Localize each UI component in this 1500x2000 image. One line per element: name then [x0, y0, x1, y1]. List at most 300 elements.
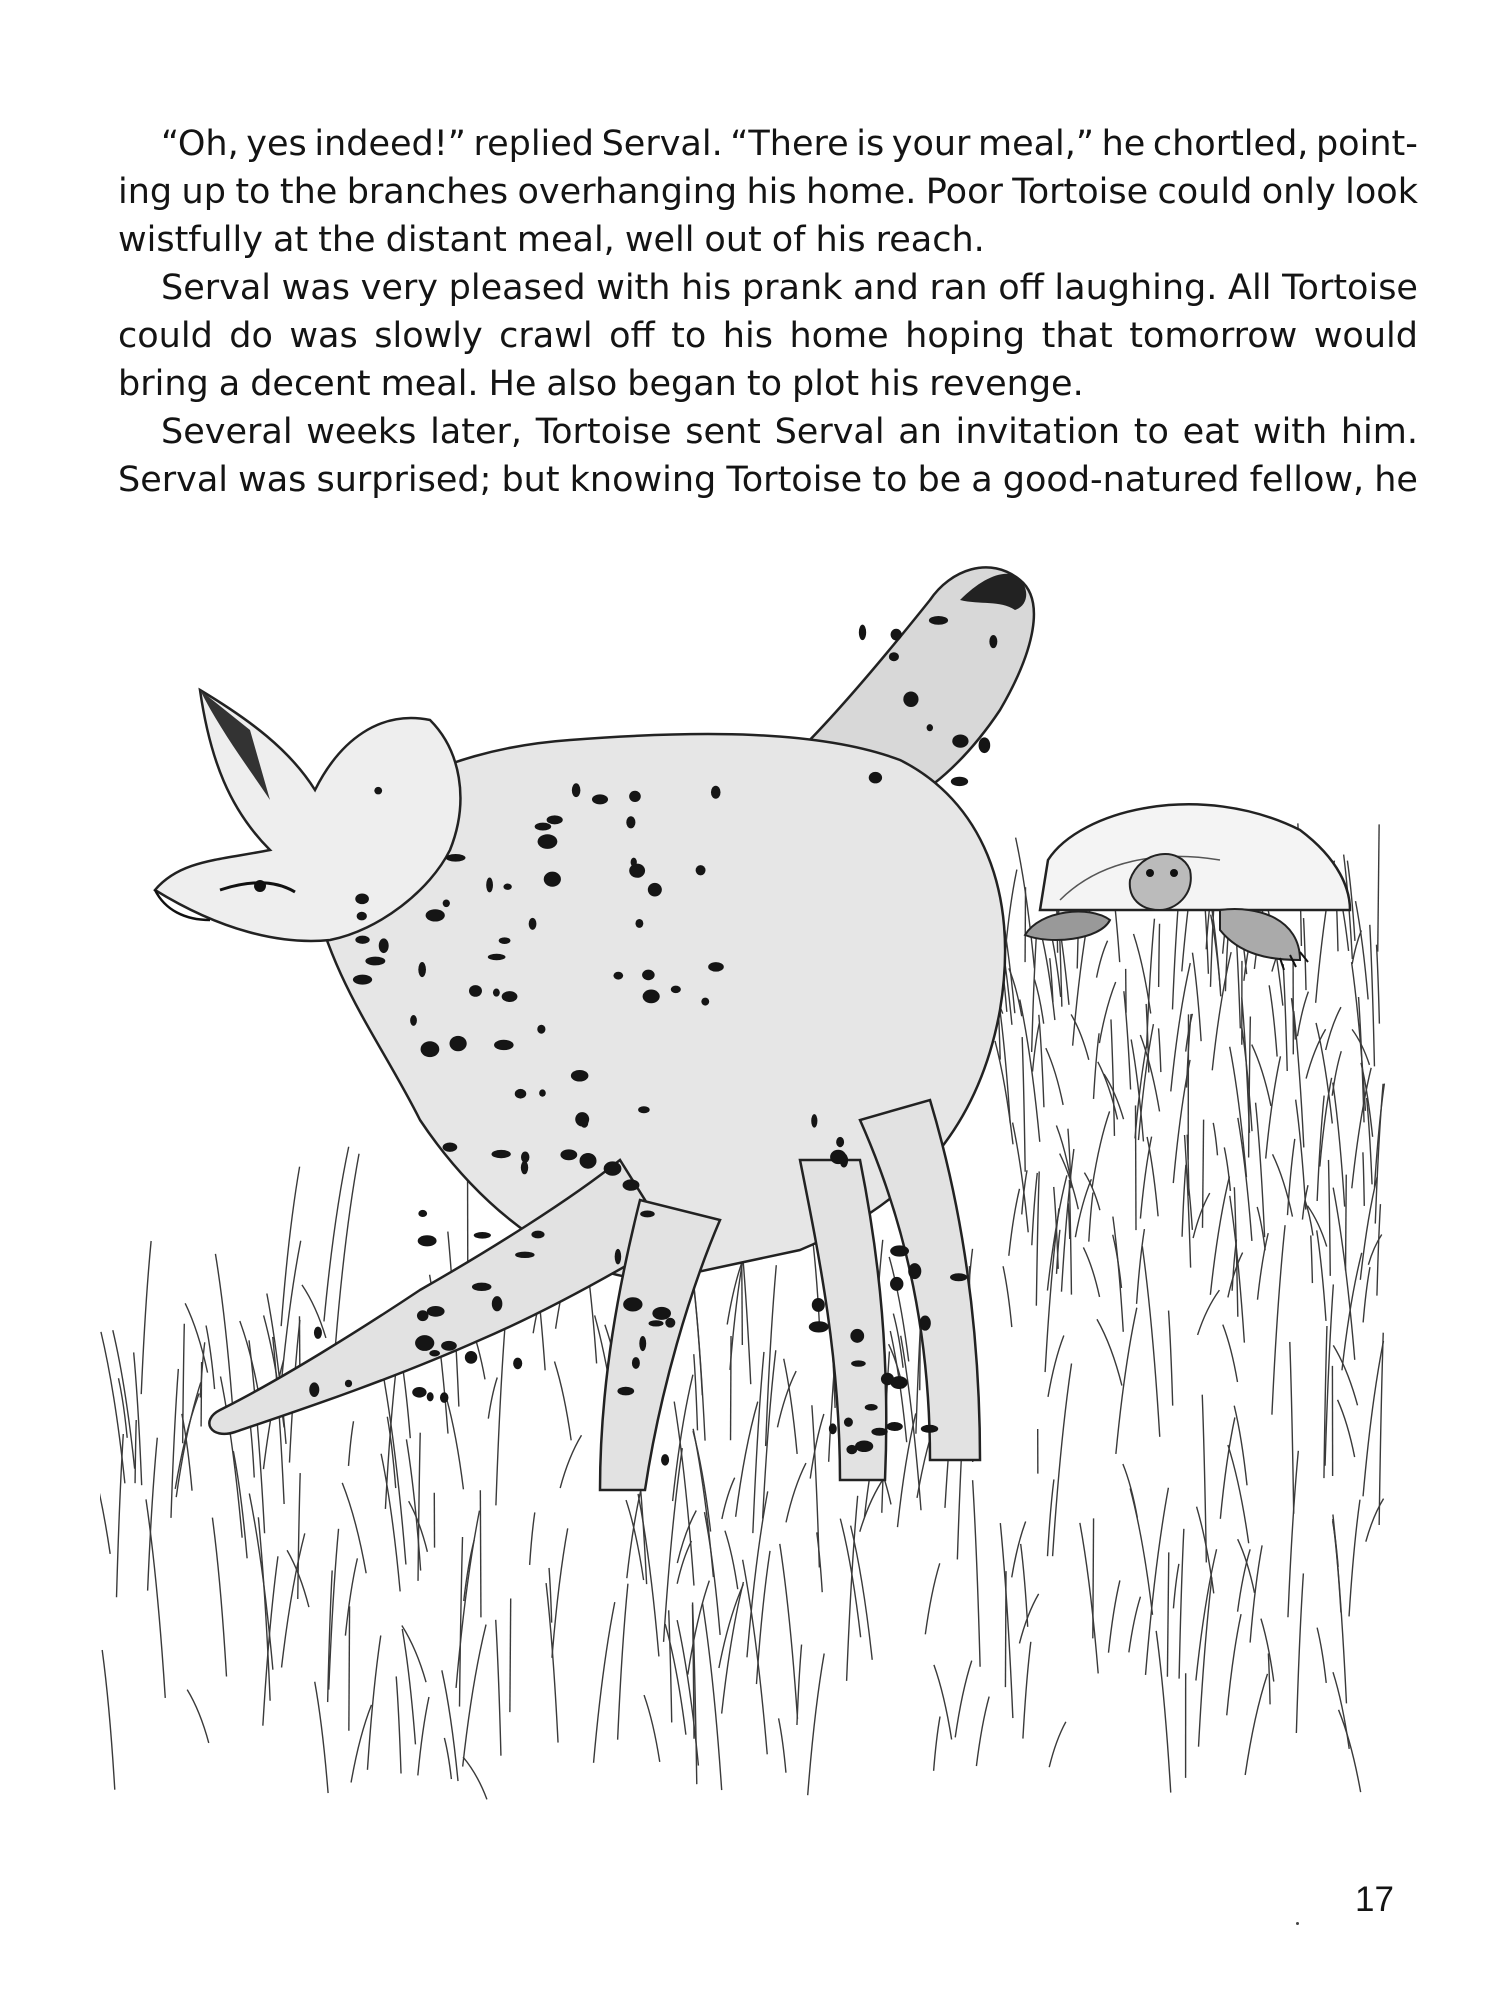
serval-spot	[812, 1298, 825, 1312]
grass-blade	[1049, 1722, 1066, 1767]
grass-blade	[530, 1512, 535, 1565]
grass-blade	[1179, 1529, 1184, 1679]
serval-spot	[547, 815, 563, 824]
grass-blade	[1242, 997, 1250, 1133]
grass-blade	[1238, 1549, 1251, 1611]
serval-spot	[538, 834, 558, 849]
grass-blade	[1097, 1319, 1122, 1385]
serval-spot	[443, 1142, 458, 1151]
serval-spot	[486, 878, 493, 893]
grass-blade	[1352, 1068, 1371, 1189]
print-speck	[1296, 1922, 1299, 1925]
grass-blade	[1258, 1233, 1269, 1300]
serval-spot	[427, 1392, 434, 1401]
serval-spot	[544, 872, 561, 887]
grass-blade	[742, 1260, 743, 1345]
grass-blade	[336, 1154, 359, 1344]
grass-blade	[1223, 1325, 1238, 1382]
grass-blade	[1124, 991, 1131, 1089]
serval-spot	[623, 1297, 642, 1311]
serval-spot	[529, 918, 537, 930]
grass-blade	[1203, 1120, 1204, 1228]
serval-spot	[696, 865, 706, 875]
grass-blade	[860, 1477, 885, 1531]
grass-blade	[1159, 924, 1160, 987]
grass-blade	[187, 1690, 209, 1743]
grass-blade	[1333, 1083, 1345, 1207]
grass-blade	[840, 1519, 860, 1638]
grass-blade	[1250, 1545, 1262, 1642]
serval-spot	[701, 998, 709, 1006]
grass-blade	[1199, 1578, 1212, 1747]
grass-blade	[113, 1330, 135, 1468]
grass-blade	[1092, 1111, 1109, 1187]
serval-spot	[353, 975, 372, 985]
grass-blade	[1228, 1445, 1249, 1543]
grass-blade	[1196, 1549, 1217, 1680]
story-text	[118, 120, 1418, 504]
grass-blade	[1317, 1096, 1324, 1201]
grass-blade	[725, 1531, 738, 1589]
serval-spot	[951, 777, 968, 786]
grass-blade	[1099, 982, 1115, 1043]
serval-spot	[921, 1425, 938, 1433]
grass-blade	[976, 1697, 989, 1767]
serval-spot	[418, 962, 426, 977]
grass-blade	[677, 1541, 691, 1584]
serval-spot	[580, 1153, 597, 1169]
grass-blade	[367, 1635, 380, 1769]
grass-blade	[1032, 1173, 1037, 1245]
grass-blade	[351, 1705, 371, 1783]
grass-blade	[1009, 1189, 1020, 1256]
grass-blade	[1326, 1007, 1341, 1050]
serval-spot	[355, 893, 369, 904]
grass-blade	[644, 1695, 660, 1762]
serval-spot	[572, 783, 581, 797]
grass-blade	[1287, 1139, 1294, 1215]
text-line-2: ing up to the branches overhanging his home. Poor Tortoise could only look	[118, 172, 1418, 212]
serval-spot	[635, 919, 643, 928]
grass-blade	[1368, 1235, 1381, 1265]
grass-blade	[315, 1682, 328, 1793]
serval-spot	[844, 1418, 853, 1427]
grass-blade	[1296, 1573, 1303, 1733]
serval-spot	[537, 1025, 545, 1034]
serval-spot	[811, 1114, 817, 1127]
grass-blade	[1352, 930, 1361, 964]
serval-spot	[571, 1070, 589, 1082]
grass-blade	[925, 1563, 939, 1634]
grass-blade	[1131, 1040, 1143, 1142]
serval-spot	[890, 1245, 909, 1256]
grass-blade	[1193, 1193, 1210, 1238]
grass-blade	[1333, 1188, 1355, 1360]
serval-spot	[494, 1040, 514, 1050]
grass-blade	[552, 1528, 568, 1657]
grass-blade	[171, 1369, 178, 1518]
serval-spot	[449, 1036, 466, 1051]
grass-blade	[510, 1599, 511, 1713]
grass-blade	[638, 1494, 659, 1657]
serval-spot	[851, 1360, 866, 1366]
grass-blade	[722, 1582, 744, 1714]
grass-blade	[1005, 870, 1017, 952]
grass-blade	[560, 1435, 581, 1488]
grass-blade	[1033, 1023, 1040, 1071]
grass-blade	[786, 1463, 806, 1522]
grass-blade	[250, 1421, 254, 1477]
grass-blade	[1192, 953, 1201, 1042]
serval-spot	[374, 787, 382, 795]
grass-blade	[1311, 1235, 1313, 1283]
grass-blade	[146, 1499, 165, 1698]
serval-spot	[629, 791, 641, 802]
serval-spot	[357, 912, 367, 921]
serval-spot	[889, 652, 899, 661]
grass-blade	[349, 1606, 350, 1730]
grass-blade	[1113, 1235, 1122, 1288]
grass-blade	[212, 1518, 226, 1677]
grass-blade	[1005, 1571, 1006, 1687]
serval-spot	[465, 1351, 477, 1364]
serval-spot	[417, 1310, 429, 1321]
grass-blade	[669, 1610, 672, 1722]
serval-spot	[503, 884, 511, 890]
serval-spot	[604, 1161, 622, 1175]
serval-spot	[488, 954, 506, 960]
serval-spot	[908, 1263, 921, 1279]
serval-spot	[927, 724, 933, 731]
serval-spot	[859, 625, 866, 640]
grass-blade	[1245, 1674, 1267, 1775]
grass-blade	[1093, 1518, 1094, 1638]
grass-blade	[1021, 1544, 1028, 1627]
serval-spot	[830, 1150, 846, 1164]
serval-spot	[446, 854, 466, 862]
serval-spot	[502, 991, 518, 1002]
grass-blade	[1003, 1266, 1012, 1327]
serval-cat	[155, 567, 1034, 1490]
grass-blade	[118, 1378, 127, 1438]
grass-blade	[1363, 1152, 1364, 1206]
grass-blade	[1329, 1160, 1331, 1276]
grass-blade	[779, 1718, 786, 1772]
serval-spot	[886, 1422, 902, 1431]
grass-blade	[1378, 824, 1379, 951]
grass-blade	[677, 1510, 696, 1563]
grass-blade	[1266, 1056, 1281, 1158]
grass-blade	[812, 1405, 819, 1567]
serval-spot	[891, 629, 902, 641]
grass-blade	[1048, 1336, 1064, 1397]
serval-spot	[426, 909, 445, 921]
serval-spot	[632, 1357, 640, 1369]
serval-spot	[499, 937, 511, 944]
serval-spot	[865, 1404, 878, 1411]
text-line-7: Several weeks later, Tortoise sent Serval an invitation to eat with him.	[161, 412, 1418, 452]
grass-blade	[1140, 1137, 1151, 1219]
serval-spot	[979, 737, 991, 753]
serval-spot	[580, 1118, 588, 1127]
grass-blade	[594, 1602, 615, 1763]
grass-blade	[496, 1620, 501, 1756]
serval-spot	[850, 1329, 864, 1343]
grass-blade	[618, 1584, 628, 1740]
grass-blade	[889, 1257, 909, 1362]
grass-blade	[1113, 1217, 1123, 1332]
serval-spot	[493, 989, 500, 997]
serval-spot	[410, 1015, 417, 1026]
serval-spot	[665, 1318, 675, 1328]
grass-blade	[1022, 1037, 1025, 1172]
grass-blade	[258, 1517, 270, 1700]
text-line-1: “Oh, yes indeed!” replied Serval. “There is your meal,” he chortled, point-	[161, 124, 1418, 164]
grass-blade	[554, 1361, 571, 1440]
text-line-4: Serval was very pleased with his prank and ran off laughing. All Tortoise	[161, 268, 1418, 308]
grass-blade	[808, 1654, 824, 1796]
serval-spot	[623, 1179, 640, 1190]
grass-blade	[1130, 1488, 1152, 1614]
serval-spot	[365, 957, 385, 966]
grass-blade	[693, 1429, 713, 1577]
grass-blade	[1159, 1028, 1161, 1072]
grass-blade	[1238, 1118, 1252, 1241]
serval-spot	[515, 1252, 534, 1258]
grass-blade	[1213, 1123, 1217, 1155]
text-line-5: could do was slowly crawl off to his home hoping that tomorrow would	[118, 316, 1418, 356]
grass-blade	[418, 1697, 429, 1775]
grass-blade	[100, 1440, 110, 1553]
grass-blade	[1046, 1048, 1063, 1105]
text-line-8: Serval was surprised; but knowing Tortoise to be a good-natured fellow, he	[118, 460, 1418, 500]
grass-blade	[1019, 1594, 1038, 1644]
grass-blade	[1316, 1023, 1332, 1124]
serval-spot	[513, 1358, 522, 1370]
grass-blade	[704, 1512, 720, 1635]
grass-blade	[342, 1483, 366, 1573]
grass-blade	[1169, 1311, 1173, 1406]
grass-blade	[1146, 1488, 1169, 1675]
grass-blade	[1305, 1200, 1313, 1235]
serval-spot	[711, 786, 721, 799]
serval-spot	[521, 1152, 529, 1163]
grass-blade	[1089, 1193, 1093, 1242]
serval-spot	[492, 1296, 503, 1311]
grass-blade	[1129, 1597, 1141, 1653]
grass-blade	[1304, 918, 1306, 990]
grass-blade	[1108, 1580, 1119, 1652]
serval-spot	[829, 1423, 837, 1434]
grass-blade	[1142, 1246, 1159, 1437]
serval-spot	[345, 1380, 352, 1388]
grass-blade	[1182, 1165, 1186, 1236]
grass-blade	[810, 1414, 824, 1479]
grass-blade	[664, 1448, 683, 1642]
grass-blade	[1053, 1363, 1072, 1556]
grass-blade	[175, 1393, 199, 1488]
grass-blade	[463, 1625, 486, 1767]
grass-blade	[148, 1438, 158, 1591]
text-line-6: bring a decent meal. He also began to plot his revenge.	[118, 364, 1084, 404]
grass-blade	[1023, 1642, 1031, 1739]
grass-blade	[1317, 1628, 1326, 1683]
grass-blade	[1097, 941, 1108, 978]
grass-blade	[1000, 1523, 1013, 1718]
serval-spot	[950, 1273, 967, 1281]
serval-spot	[989, 635, 997, 648]
serval-spot	[421, 1041, 440, 1057]
serval-spot	[640, 1210, 655, 1217]
grass-blade	[995, 1041, 1013, 1144]
grass-blade	[1338, 1400, 1355, 1457]
grass-blade	[349, 1421, 354, 1466]
grass-blade	[1198, 1290, 1220, 1335]
grass-blade	[1363, 1267, 1370, 1322]
serval-spot	[642, 970, 655, 981]
grass-blade	[665, 1624, 686, 1735]
serval-spot	[929, 616, 948, 625]
grass-blade	[488, 1377, 497, 1418]
serval-spot	[629, 864, 645, 878]
serval-spot	[515, 1089, 527, 1099]
grass-blade	[694, 1354, 698, 1430]
grass-blade	[141, 1241, 151, 1394]
serval-spot	[560, 1149, 577, 1160]
serval-spot	[314, 1327, 322, 1339]
grass-blade	[1116, 1308, 1137, 1454]
grass-blade	[444, 1738, 451, 1779]
serval-spot	[309, 1382, 319, 1397]
grass-blade	[1332, 1051, 1341, 1095]
grass-blade	[324, 1147, 349, 1322]
grass-blade	[185, 1303, 207, 1372]
grass-blade	[446, 1398, 463, 1489]
grass-blade	[1137, 1229, 1145, 1304]
serval-spot	[871, 1428, 887, 1436]
serval-spot	[427, 1306, 445, 1317]
grass-blade	[1210, 1176, 1229, 1294]
serval-spot	[643, 990, 660, 1004]
grass-blade	[1167, 1552, 1168, 1676]
grass-blade	[1039, 1015, 1044, 1107]
grass-blade	[955, 1661, 972, 1738]
grass-blade	[1339, 1710, 1361, 1792]
serval-spot	[671, 986, 681, 993]
serval-tortoise-illustration	[100, 560, 1400, 1820]
serval-spot	[469, 985, 482, 997]
grass-blade	[1111, 1019, 1114, 1135]
grass-blade	[1377, 1204, 1381, 1295]
grass-blade	[1083, 1247, 1099, 1297]
grass-blade	[1252, 1045, 1271, 1106]
serval-spot	[492, 1150, 511, 1158]
grass-blade	[934, 1716, 940, 1770]
grass-blade	[753, 1352, 764, 1533]
serval-spot	[474, 1232, 491, 1239]
grass-blade	[973, 1480, 981, 1667]
serval-spot	[429, 1350, 440, 1356]
grass-blade	[1268, 1653, 1270, 1704]
serval-spot	[521, 1161, 528, 1174]
grass-blade	[1297, 992, 1308, 1037]
serval-spot	[615, 1249, 622, 1265]
serval-spot	[418, 1235, 437, 1246]
serval-spot	[355, 936, 369, 944]
serval-spot	[415, 1335, 434, 1351]
serval-spot	[472, 1283, 492, 1291]
serval-spot	[869, 772, 882, 783]
grass-blade	[1370, 925, 1375, 1067]
grass-blade	[934, 1665, 952, 1740]
grass-blade	[282, 1533, 305, 1667]
grass-blade	[1283, 964, 1287, 1071]
grass-blade	[298, 1473, 300, 1599]
grass-blade	[1080, 1523, 1098, 1674]
serval-spot	[639, 1336, 646, 1351]
serval-spot	[592, 794, 608, 804]
grass-blade	[1220, 1417, 1235, 1518]
grass-blade	[496, 1320, 506, 1505]
grass-blade	[722, 1478, 735, 1519]
grass-blade	[345, 1558, 357, 1635]
grass-blade	[673, 1375, 693, 1501]
serval-spot	[836, 1137, 844, 1147]
serval-spot	[649, 1320, 664, 1326]
grass-blade	[780, 1544, 798, 1719]
serval-spot	[661, 1454, 669, 1465]
grass-blade	[1269, 985, 1277, 1056]
grass-blade	[1333, 1672, 1349, 1749]
serval-spot	[531, 1231, 544, 1239]
serval-spot	[890, 1277, 903, 1291]
serval-spot	[626, 816, 635, 828]
text-line-3: wistfully at the distant meal, well out of his reach.	[118, 220, 985, 260]
grass-blade	[463, 1757, 487, 1799]
serval-spot	[535, 823, 552, 831]
serval-spot	[855, 1440, 873, 1452]
grass-blade	[302, 1285, 326, 1338]
serval-spot	[708, 962, 724, 972]
grass-blade	[1227, 1614, 1241, 1715]
grass-blade	[135, 1420, 136, 1483]
serval-spot	[890, 1376, 907, 1389]
grass-blade	[847, 1496, 858, 1681]
grass-blade	[206, 1326, 215, 1390]
serval-spot	[846, 1445, 857, 1454]
serval-spot	[443, 899, 450, 907]
page-number: 17	[1355, 1880, 1394, 1919]
grass-blade	[1173, 1564, 1178, 1608]
grass-blade	[747, 1491, 768, 1657]
grass-blade	[1346, 1175, 1347, 1271]
grass-blade	[1377, 945, 1380, 1024]
grass-blade	[1296, 1100, 1306, 1210]
grass-blade	[1290, 1342, 1294, 1514]
grass-blade	[1094, 1033, 1100, 1099]
serval-spot	[952, 734, 968, 747]
serval-spot	[648, 883, 662, 897]
serval-spot	[919, 1316, 930, 1331]
serval-spot	[418, 1210, 427, 1217]
grass-blade	[1349, 1500, 1360, 1617]
serval-spot	[617, 1387, 634, 1396]
serval-spot	[440, 1392, 449, 1403]
serval-spot	[539, 1089, 546, 1096]
grass-blade	[1366, 1499, 1384, 1542]
grass-blade	[1036, 1171, 1039, 1305]
grass-blade	[102, 1650, 115, 1790]
